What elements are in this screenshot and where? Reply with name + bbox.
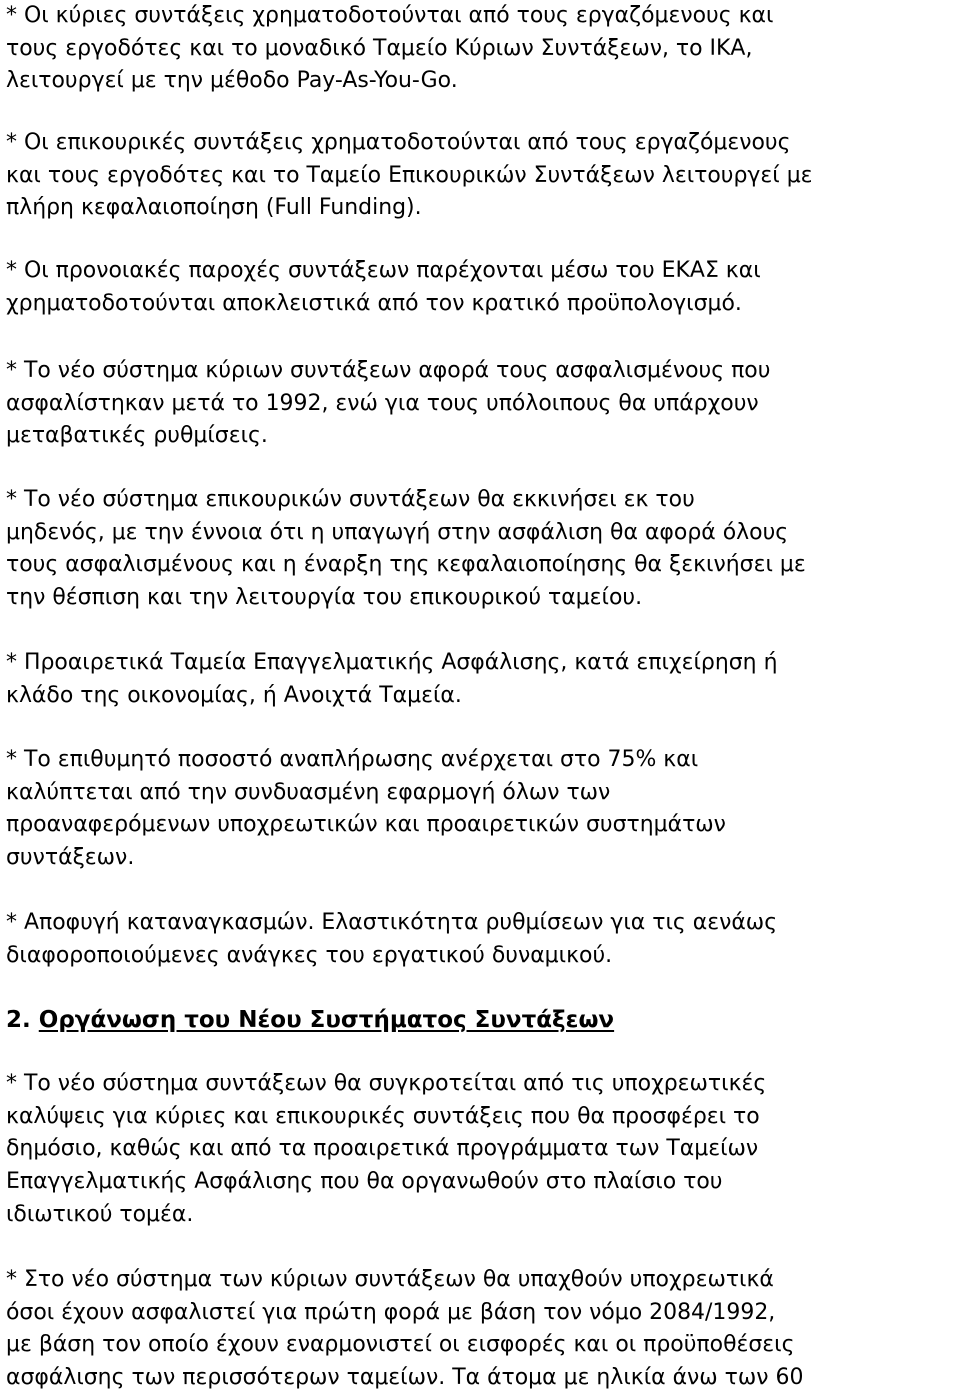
text-line: Επαγγελματικής Ασφάλισης που θα οργανωθούν στο πλαίσιο του xyxy=(6,1169,723,1195)
paragraph-new-main-system-scope xyxy=(6,355,956,453)
text-line: με βάση τον οποίο έχουν εναρμονιστεί οι εισφορές και οι προϋποθέσεις xyxy=(6,1332,795,1358)
paragraph-welfare-benefits xyxy=(6,255,956,320)
paragraph-system-composition xyxy=(6,1068,956,1231)
text-line: χρηματοδοτούνται αποκλειστικά από τον κρατικό προϋπολογισμό. xyxy=(6,290,742,316)
text-line: πλήρη κεφαλαιοποίηση (Full Funding). xyxy=(6,195,422,221)
text-line: * Το νέο σύστημα κύριων συντάξεων αφορά τους ασφαλισμένους που xyxy=(6,358,771,383)
text-line: τους ασφαλισμένους και η έναρξη της κεφαλαιοποίησης θα ξεκινήσει με xyxy=(6,552,806,578)
text-line: όσοι έχουν ασφαλιστεί για πρώτη φορά με βάση τον νόμο 2084/1992, xyxy=(6,1299,776,1325)
section-number: 2. xyxy=(6,1007,31,1033)
text-line: και τους εργοδότες και το Ταμείο Επικουρικών Συντάξεων λειτουργεί με xyxy=(6,162,813,188)
text-line: δημόσιο, καθώς και από τα προαιρετικά προγράμματα των Ταμείων xyxy=(6,1136,759,1162)
text-line: κλάδο της οικονομίας, ή Ανοιχτά Ταμεία. xyxy=(6,682,462,708)
paragraph-new-supplementary-system xyxy=(6,484,956,615)
paragraph-optional-occupational-funds xyxy=(6,647,956,712)
text-line: καλύψεις για κύριες και επικουρικές συντάξεις που θα προσφέρει το xyxy=(6,1103,760,1129)
text-line: * Το επιθυμητό ποσοστό αναπλήρωσης ανέρχεται στο 75% και xyxy=(6,747,699,772)
paragraph-mandatory-participation xyxy=(6,1264,956,1394)
paragraph-flexibility xyxy=(6,907,956,972)
text-line: λειτουργεί με την μέθοδο Pay-As-You-Go. xyxy=(6,68,458,94)
text-line: * Το νέο σύστημα συντάξεων θα συγκροτείται από τις υποχρεωτικές xyxy=(6,1071,767,1096)
paragraph-supplementary-pensions-funding xyxy=(6,127,956,225)
text-line: * Στο νέο σύστημα των κύριων συντάξεων θα υπαχθούν υποχρεωτικά xyxy=(6,1267,774,1292)
section-heading xyxy=(6,1004,614,1037)
paragraph-replacement-rate xyxy=(6,744,956,875)
text-line: ασφαλίστηκαν μετά το 1992, ενώ για τους υπόλοιπους θα υπάρχουν xyxy=(6,390,759,416)
text-line: την θέσπιση και την λειτουργία του επικουρικού ταμείου. xyxy=(6,585,643,611)
text-line: * Οι επικουρικές συντάξεις χρηματοδοτούνται από τους εργαζόμενους xyxy=(6,130,791,155)
text-line: διαφοροποιούμενες ανάγκες του εργατικού δυναμικού. xyxy=(6,942,613,968)
text-line: * Οι κύριες συντάξεις χρηματοδοτούνται από τους εργαζόμενους και xyxy=(6,3,774,28)
text-line: μεταβατικές ρυθμίσεις. xyxy=(6,423,268,449)
text-line: προαναφερόμενων υποχρεωτικών και προαιρετικών συστημάτων xyxy=(6,812,726,838)
text-line: μηδενός, με την έννοια ότι η υπαγωγή στην ασφάλιση θα αφορά όλους xyxy=(6,519,789,545)
paragraph-main-pensions-funding xyxy=(6,0,956,98)
section-title: Οργάνωση του Νέου Συστήματος Συντάξεων xyxy=(38,1007,615,1033)
text-line: ιδιωτικού τομέα. xyxy=(6,1201,194,1227)
text-line: * Προαιρετικά Ταμεία Επαγγελματικής Ασφάλισης, κατά επιχείρηση ή xyxy=(6,650,778,675)
text-line: * Το νέο σύστημα επικουρικών συντάξεων θα εκκινήσει εκ του xyxy=(6,487,695,512)
text-line: * Οι προνοιακές παροχές συντάξεων παρέχονται μέσω του ΕΚΑΣ και xyxy=(6,258,761,283)
text-line: συντάξεων. xyxy=(6,845,135,871)
text-line: ασφάλισης των περισσότερων ταμείων. Τα άτομα με ηλικία άνω των 60 xyxy=(6,1365,804,1391)
text-line: καλύπτεται από την συνδυασμένη εφαρμογή όλων των xyxy=(6,779,611,805)
text-line: τους εργοδότες και το μοναδικό Ταμείο Κύριων Συντάξεων, το ΙΚΑ, xyxy=(6,35,753,61)
text-line: * Αποφυγή καταναγκασμών. Ελαστικότητα ρυθμίσεων για τις αενάως xyxy=(6,910,778,935)
